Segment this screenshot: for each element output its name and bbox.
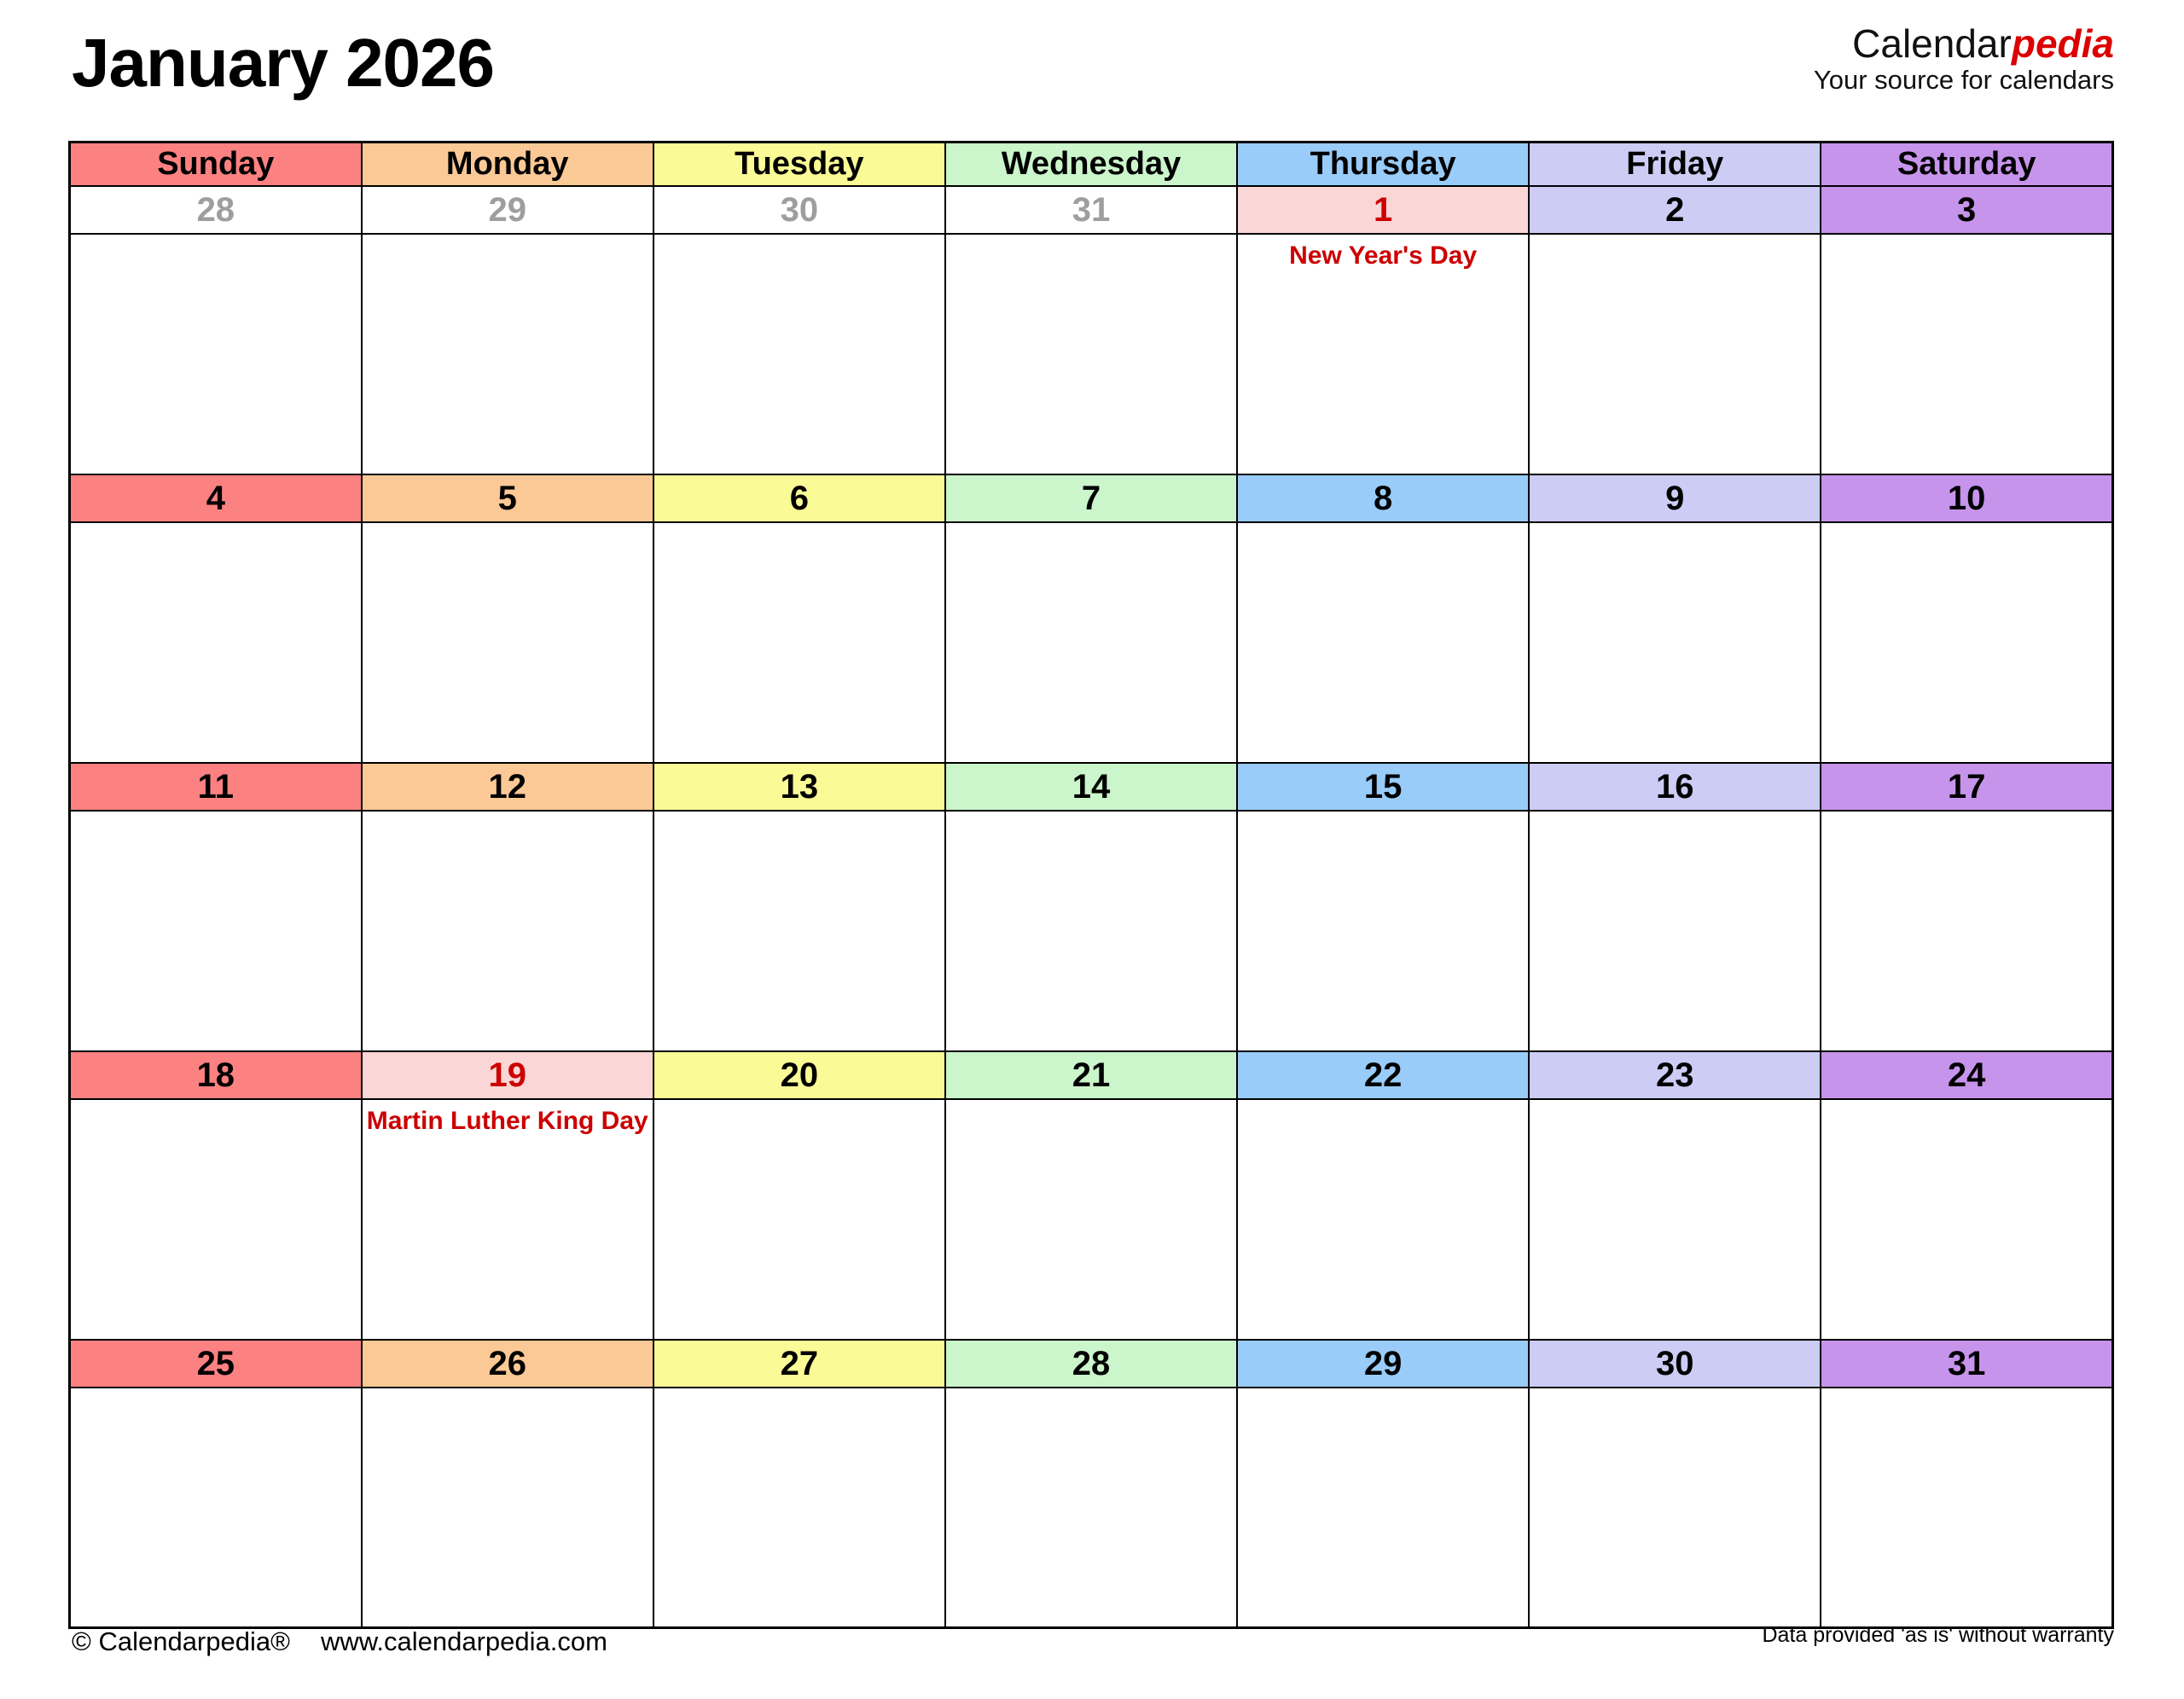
day-notes-cell-17 [1821,811,2112,1051]
day-notes-cell-18 [70,1099,362,1340]
day-notes-cell-5 [362,522,653,763]
day-notes-cell-24 [1821,1099,2112,1340]
day-notes-cell-29 [1237,1388,1529,1628]
day-notes-cell-20 [653,1099,945,1340]
day-notes-cell-28 [945,1388,1237,1628]
date-cell-29: 29 [1237,1340,1529,1388]
day-notes-cell-12 [362,811,653,1051]
day-notes-cell-15 [1237,811,1529,1051]
weekday-header-row [70,143,2113,186]
day-notes-cell-10 [1821,522,2112,763]
weekday-header-saturday: Saturday [1821,143,2112,186]
date-cell-5: 5 [362,474,653,522]
date-cell-27: 27 [653,1340,945,1388]
date-cell-8: 8 [1237,474,1529,522]
date-cell-23: 23 [1529,1051,1821,1099]
day-notes-cell-25 [70,1388,362,1628]
prev-month-date-cell-28: 28 [70,186,362,234]
week-4-date-row [70,1051,2113,1099]
date-cell-4: 4 [70,474,362,522]
day-notes-cell-8 [1237,522,1529,763]
weekday-header-wednesday: Wednesday [945,143,1237,186]
day-notes-cell-30 [1529,1388,1821,1628]
day-notes-cell-7 [945,522,1237,763]
day-notes-cell-prev-30 [653,234,945,474]
day-notes-cell-4 [70,522,362,763]
footer-left [72,1626,607,1657]
date-cell-19: 19 [362,1051,653,1099]
week-4-body-row [70,1099,2113,1340]
holiday-label: New Year's Day [1289,241,1478,270]
week-1-body-row [70,234,2113,474]
day-notes-cell-31 [1821,1388,2112,1628]
day-notes-cell-11 [70,811,362,1051]
logo-wordmark [1814,21,2114,66]
day-notes-cell-19 [362,1099,653,1340]
prev-month-date-cell-29: 29 [362,186,653,234]
date-cell-22: 22 [1237,1051,1529,1099]
weekday-header-friday: Friday [1529,143,1821,186]
day-notes-cell-2 [1529,234,1821,474]
prev-month-date-cell-30: 30 [653,186,945,234]
calendarpedia-url-link[interactable]: www.calendarpedia.com [320,1626,607,1656]
date-cell-17: 17 [1821,763,2112,811]
weekday-header-thursday: Thursday [1237,143,1529,186]
logo-tagline: Your source for calendars [1813,65,2114,95]
day-notes-cell-16 [1529,811,1821,1051]
month-calendar-grid [68,141,2114,1629]
date-cell-21: 21 [945,1051,1237,1099]
week-3-body-row [70,811,2113,1051]
week-2-body-row [70,522,2113,763]
weekday-header-monday: Monday [362,143,653,186]
day-notes-cell-21 [945,1099,1237,1340]
disclaimer-text: Data provided 'as is' without warranty [1762,1623,2114,1647]
date-cell-14: 14 [945,763,1237,811]
date-cell-18: 18 [70,1051,362,1099]
day-notes-cell-1 [1237,234,1529,474]
week-2-date-row [70,474,2113,522]
day-notes-cell-3 [1821,234,2112,474]
calendarpedia-logo [1813,21,2114,95]
day-notes-cell-26 [362,1388,653,1628]
date-cell-13: 13 [653,763,945,811]
calendar-body [70,186,2113,1628]
date-cell-2: 2 [1529,186,1821,234]
date-cell-3: 3 [1821,186,2112,234]
weekday-header-tuesday: Tuesday [653,143,945,186]
date-cell-12: 12 [362,763,653,811]
date-cell-28: 28 [945,1340,1237,1388]
date-cell-31: 31 [1821,1340,2112,1388]
date-cell-24: 24 [1821,1051,2112,1099]
page-title: January 2026 [72,25,495,101]
day-notes-cell-14 [945,811,1237,1051]
date-cell-15: 15 [1237,763,1529,811]
day-notes-cell-prev-29 [362,234,653,474]
holiday-label: Martin Luther King Day [366,1106,648,1135]
date-cell-1: 1 [1237,186,1529,234]
week-3-date-row [70,763,2113,811]
logo-text-black: Calendar [1852,21,2012,66]
day-notes-cell-6 [653,522,945,763]
date-cell-7: 7 [945,474,1237,522]
day-notes-cell-prev-31 [945,234,1237,474]
copyright-text: © Calendarpedia® [72,1626,290,1656]
date-cell-30: 30 [1529,1340,1821,1388]
week-1-date-row [70,186,2113,234]
day-notes-cell-9 [1529,522,1821,763]
prev-month-date-cell-31: 31 [945,186,1237,234]
date-cell-25: 25 [70,1340,362,1388]
logo-text-red: pedia [2011,21,2114,66]
day-notes-cell-23 [1529,1099,1821,1340]
day-notes-cell-22 [1237,1099,1529,1340]
date-cell-16: 16 [1529,763,1821,811]
date-cell-10: 10 [1821,474,2112,522]
day-notes-cell-prev-28 [70,234,362,474]
date-cell-20: 20 [653,1051,945,1099]
day-notes-cell-27 [653,1388,945,1628]
date-cell-6: 6 [653,474,945,522]
date-cell-26: 26 [362,1340,653,1388]
week-5-date-row [70,1340,2113,1388]
weekday-header-sunday: Sunday [70,143,362,186]
date-cell-9: 9 [1529,474,1821,522]
date-cell-11: 11 [70,763,362,811]
day-notes-cell-13 [653,811,945,1051]
week-5-body-row [70,1388,2113,1628]
